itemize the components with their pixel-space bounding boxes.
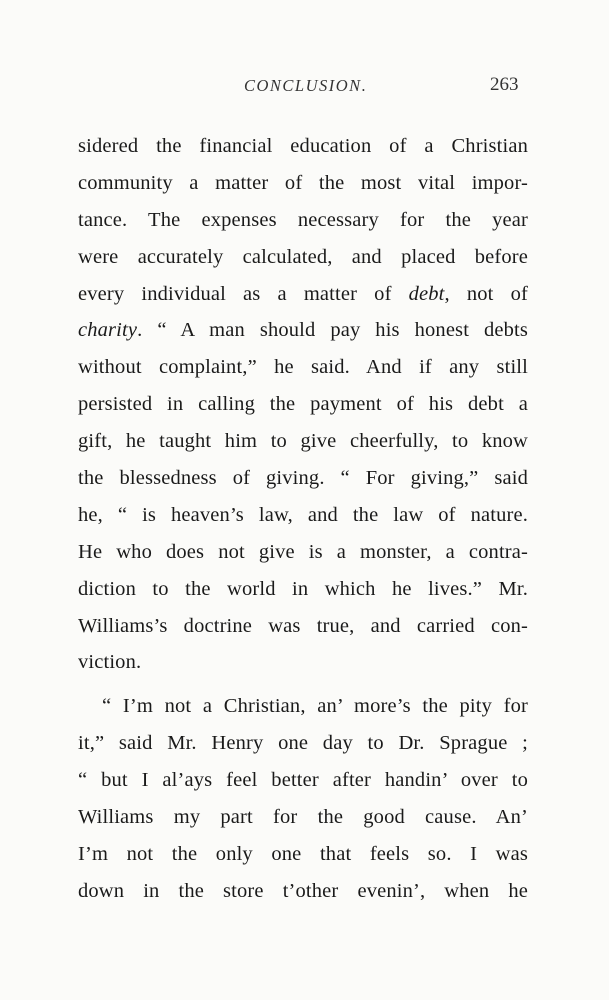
italic-word-charity: charity xyxy=(78,319,138,342)
text-line: Williams’s doctrine was true, and carried con- xyxy=(78,614,528,637)
text-line: “ I’m not a Christian, an’ more’s the pity for xyxy=(102,695,528,718)
text-line: viction. xyxy=(78,651,142,674)
text-segment: every individual as a matter of xyxy=(78,282,409,305)
paragraph-gap xyxy=(78,681,528,688)
page-number: 263 xyxy=(490,74,519,95)
text-line: tance. The expenses necessary for the year xyxy=(78,208,528,231)
text-line: were accurately calculated, and placed before xyxy=(78,245,528,268)
text-line: it,” said Mr. Henry one day to Dr. Sprague ; xyxy=(78,732,528,755)
text-line: “ but I al’ays feel better after handin’ over to xyxy=(78,769,528,792)
running-title: CONCLUSION. xyxy=(244,76,368,95)
paragraph-2 xyxy=(78,688,528,909)
text-line: I’m not the only one that feels so. I was xyxy=(78,842,528,865)
text-line: sidered the financial education of a Christian xyxy=(78,135,528,157)
text-line: community a matter of the most vital impor- xyxy=(78,171,528,194)
text-line: without complaint,” he said. And if any still xyxy=(78,356,528,379)
text-line xyxy=(78,276,528,313)
text-segment: , not of xyxy=(444,282,528,305)
text-line: gift, he taught him to give cheerfully, to know xyxy=(78,430,528,453)
text-segment: . “ A man should pay his honest debts xyxy=(137,319,528,342)
text-line: diction to the world in which he lives.” Mr. xyxy=(78,577,528,600)
text-line: He who does not give is a monster, a contra- xyxy=(78,540,528,563)
text-line: down in the store t’other evenin’, when he xyxy=(78,879,528,902)
italic-word-debt: debt xyxy=(408,282,445,305)
text-line: persisted in calling the payment of his debt a xyxy=(78,393,528,416)
text-line: Williams my part for the good cause. An’ xyxy=(78,806,528,829)
running-head xyxy=(0,76,609,106)
paragraph-1 xyxy=(78,128,528,681)
text-line xyxy=(78,312,528,349)
text-line: the blessedness of giving. “ For giving,” said xyxy=(78,467,528,490)
body-text xyxy=(78,128,528,910)
text-line: he, “ is heaven’s law, and the law of nature. xyxy=(78,503,528,526)
